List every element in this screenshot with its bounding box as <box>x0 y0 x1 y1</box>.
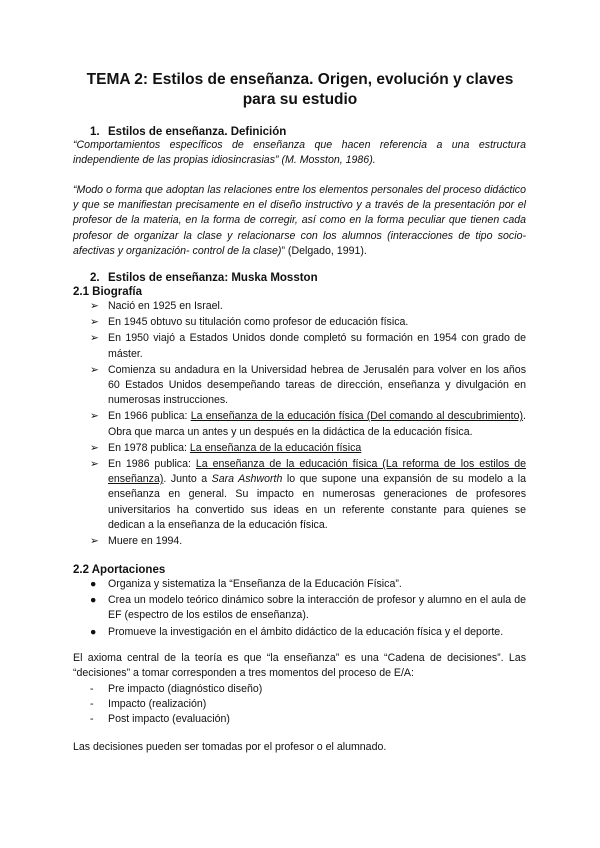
list-item <box>90 441 526 456</box>
list-item-text: En 1966 publica: <box>108 410 191 423</box>
dash-bullet-icon: - <box>90 683 94 695</box>
section-2-number: 2. <box>90 272 100 284</box>
list-item-text: En 1978 publica: <box>108 441 190 454</box>
section-1-title: Estilos de enseñanza. Definición <box>108 126 287 138</box>
list-item <box>90 534 526 549</box>
list-item <box>90 299 526 314</box>
round-bullet-icon: ● <box>90 594 97 607</box>
list-item-text: En 1950 viajó a Estados Unidos donde completó su formación en 1954 con grado de máster. <box>108 332 526 360</box>
document-title: TEMA 2: Estilos de enseñanza. Origen, evolución y claves para su estudio <box>86 71 514 108</box>
arrow-bullet-icon: ➢ <box>90 458 99 471</box>
closing-paragraph: Las decisiones pueden ser tomadas por el profesor o el alumnado. <box>73 741 387 753</box>
list-item <box>90 577 526 592</box>
biography-list <box>90 299 526 549</box>
contributions-heading: 2.2 Aportaciones <box>73 564 166 576</box>
section-2-heading <box>90 271 318 285</box>
dash-bullet-icon: - <box>90 713 94 726</box>
delgado-quote-text: “Modo o forma que adoptan las relaciones entre los elementos personales del proceso didáctico y que se manifiestan precisamente en el diseño instructivo y a través de la presentación por el profesor de la materia, en la forma de corregir, así como en la forma peculiar que tienen cada profesor de organizar la clase y relacionarse con los alumnos (interacciones de tipo socio-afectivas y organización- control de la clase) <box>73 184 526 257</box>
list-item <box>90 363 526 409</box>
list-item-text: En 1986 publica: <box>108 458 196 471</box>
list-item-text: Muere en 1994. <box>108 535 183 548</box>
arrow-bullet-icon: ➢ <box>90 535 99 548</box>
arrow-bullet-icon: ➢ <box>90 441 99 454</box>
arrow-bullet-icon: ➢ <box>90 332 99 345</box>
list-item-text: . Junto a <box>163 473 212 486</box>
list-item <box>90 593 526 623</box>
book-title-1966: La enseñanza de la educación física (Del comando al descubrimiento) <box>190 410 524 423</box>
dash-bullet-icon: - <box>90 698 94 711</box>
list-item <box>90 409 526 439</box>
list-item-text: Nació en 1925 en Israel. <box>108 300 223 312</box>
definition-quote-mosston: “Comportamientos específicos de enseñanza que hacen referencia a una estructura independiente de las propias idiosincrasias” (M. Mosston, 1986). <box>73 139 526 167</box>
list-item-text: Crea un modelo teórico dinámico sobre la interacción de profesor y alumno en el aula de EF (espectro de los estilos de enseñanza). <box>108 594 526 622</box>
section-1-heading <box>90 125 286 139</box>
biography-heading: 2.1 Biografía <box>73 286 143 298</box>
list-item-text: En 1945 obtuvo su titulación como profesor de educación física. <box>108 316 409 329</box>
round-bullet-icon: ● <box>90 578 97 590</box>
arrow-bullet-icon: ➢ <box>90 410 99 423</box>
list-item <box>90 457 526 533</box>
book-title-1978: La enseñanza de la educación física <box>189 441 362 454</box>
arrow-bullet-icon: ➢ <box>90 316 99 329</box>
list-item <box>90 697 526 712</box>
list-item <box>90 682 526 697</box>
list-item <box>90 315 526 330</box>
contributions-list <box>90 577 526 640</box>
list-item-text: Impacto (realización) <box>108 698 207 711</box>
list-item <box>90 712 526 727</box>
list-item-text: Pre impacto (diagnóstico diseño) <box>108 683 263 695</box>
section-2-title: Estilos de enseñanza: Muska Mosston <box>108 272 318 284</box>
moments-list <box>90 682 526 728</box>
list-item-text: Organiza y sistematiza la “Enseñanza de la Educación Física”. <box>108 578 402 590</box>
list-item <box>90 331 526 361</box>
arrow-bullet-icon: ➢ <box>90 300 99 312</box>
list-item <box>90 625 526 640</box>
list-item-text: Promueve la investigación en el ámbito didáctico de la educación física y el deporte. <box>108 625 504 638</box>
list-item-text: Post impacto (evaluación) <box>108 713 230 726</box>
book-title-1986: La enseñanza de la educación física (La reforma de los estilos de enseñanza) <box>108 458 526 486</box>
axiom-paragraph: El axioma central de la teoría es que “la enseñanza” es una “Cadena de decisiones”. Las “decisiones” a tomar corresponden a tres momentos del proceso de E/A: <box>73 652 526 680</box>
section-1-number: 1. <box>90 126 100 138</box>
arrow-bullet-icon: ➢ <box>90 363 99 376</box>
coauthor-name: Sara Ashworth <box>211 473 283 486</box>
list-item-text: . Obra que marca un antes y un después en la didáctica de la educación física. <box>108 410 526 438</box>
list-item-text: Comienza su andadura en la Universidad hebrea de Jerusalén para volver en los años 60 Estados Unidos desempeñando tareas de dirección, enseñanza y divulgación en numerosas instrucciones. <box>108 363 526 407</box>
list-item-text: lo que supone una expansión de su modelo a la enseñanza en general. Su impacto en numerosas generaciones de profesores universitarios ha convertido sus ideas en un referente constante para quienes se dedican a la enseñanza de la educación física. <box>108 473 526 531</box>
definition-quote-delgado <box>73 183 526 259</box>
delgado-citation: ” (Delgado, 1991). <box>281 244 367 257</box>
round-bullet-icon: ● <box>90 625 97 638</box>
